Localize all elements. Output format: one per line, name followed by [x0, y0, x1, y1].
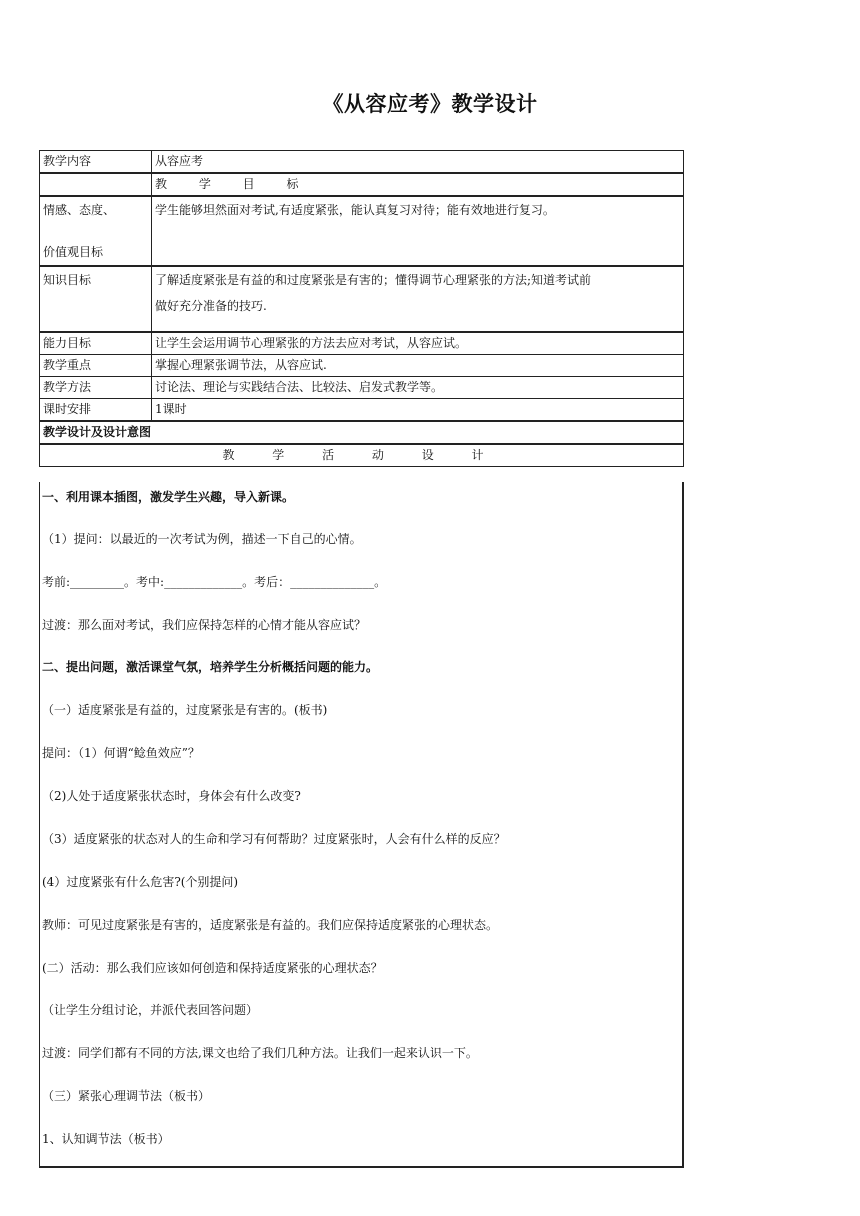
- ask-2: （2)人处于适度紧张状态时，身体会有什么改变?: [42, 789, 301, 803]
- question-1-blanks: 考前:_________。考中:_____________。考后：______________。: [42, 575, 387, 589]
- transition-1: 过渡：那么面对考试，我们应保持怎样的心情才能从容应试？: [42, 618, 367, 632]
- activity-header: [40, 444, 684, 467]
- row-focus: [40, 355, 684, 377]
- ask-3: （3）适度紧张的状态对人的生命和学习有何帮助？过度紧张时，人会有什么样的反应？: [42, 832, 506, 846]
- content-label: 教学内容: [40, 151, 152, 174]
- info-table: [39, 150, 684, 467]
- row-emotion: [40, 196, 684, 266]
- emotion-value: [152, 196, 684, 266]
- row-schedule: [40, 399, 684, 422]
- activity-header-text: 教 学 活 动 设 计: [222, 448, 501, 462]
- point-1: （一）适度紧张是有益的，过度紧张是有害的。(板书): [42, 703, 328, 717]
- method-value: 讨论法、理论与实践结合法、比较法、启发式教学等。: [152, 377, 684, 399]
- focus-label: 教学重点: [40, 355, 152, 377]
- teacher-summary: 教师：可见过度紧张是有害的，适度紧张是有益的。我们应保持适度紧张的心理状态。: [42, 918, 499, 932]
- row-goals-header: [40, 173, 684, 196]
- knowledge-value-line2: 做好充分准备的技巧.: [155, 299, 267, 313]
- row-content: [40, 151, 684, 174]
- question-1: （1）提问：以最近的一次考试为例，描述一下自己的心情。: [42, 532, 362, 546]
- knowledge-value: [152, 266, 684, 332]
- knowledge-label: [40, 266, 152, 332]
- focus-value: 掌握心理紧张调节法，从容应试.: [152, 355, 684, 377]
- goals-header-text: 教 学 目 标: [155, 177, 313, 191]
- row-ability: [40, 332, 684, 355]
- point-3-1: 1、认知调节法（板书）: [42, 1132, 170, 1146]
- ask-1: 提问：（1）何谓“鲶鱼效应”？: [42, 746, 200, 760]
- knowledge-label-text: 知识目标: [43, 273, 92, 287]
- section-2-heading: 二、提出问题，激活课堂气氛，培养学生分析概括问题的能力。: [42, 660, 379, 674]
- ability-label: 能力目标: [40, 332, 152, 355]
- goals-header: [152, 173, 684, 196]
- content-value: 从容应考: [152, 151, 684, 174]
- emotion-label: [40, 196, 152, 266]
- activity-2: (二）活动：那么我们应该如何创造和保持适度紧张的心理状态？: [42, 961, 383, 975]
- goals-header-blank: [40, 173, 152, 196]
- schedule-value: 1课时: [152, 399, 684, 422]
- page-title: 《从容应考》教学设计: [322, 92, 538, 116]
- ask-4: (4）过度紧张有什么危害?(个别提问): [42, 875, 239, 889]
- transition-2: 过渡：同学们都有不同的方法,课文也给了我们几种方法。让我们一起来认识一下。: [42, 1046, 478, 1060]
- row-knowledge: [40, 266, 684, 332]
- emotion-value-text: 学生能够坦然面对考试,有适度紧张，能认真复习对待；能有效地进行复习。: [155, 203, 555, 217]
- ability-value: 让学生会运用调节心理紧张的方法去应对考试，从容应试。: [152, 332, 684, 355]
- section-1-heading: 一、利用课本插图，激发学生兴趣，导入新课。: [42, 490, 295, 504]
- knowledge-value-line1: 了解适度紧张是有益的和过度紧张是有害的；懂得调节心理紧张的方法;知道考试前: [155, 273, 592, 287]
- row-method: [40, 377, 684, 399]
- design-label: 教学设计及设计意图: [40, 421, 684, 444]
- point-3: （三）紧张心理调节法（板书）: [42, 1089, 211, 1103]
- schedule-label: 课时安排: [40, 399, 152, 422]
- group-discussion: （让学生分组讨论，并派代表回答问题）: [42, 1003, 259, 1017]
- emotion-label-line1: 情感、态度、: [43, 203, 116, 217]
- design-body: [39, 482, 684, 1168]
- row-design-label: [40, 421, 684, 444]
- row-activity-header: [40, 444, 684, 467]
- method-label: 教学方法: [40, 377, 152, 399]
- emotion-label-line2: 价值观目标: [43, 245, 104, 259]
